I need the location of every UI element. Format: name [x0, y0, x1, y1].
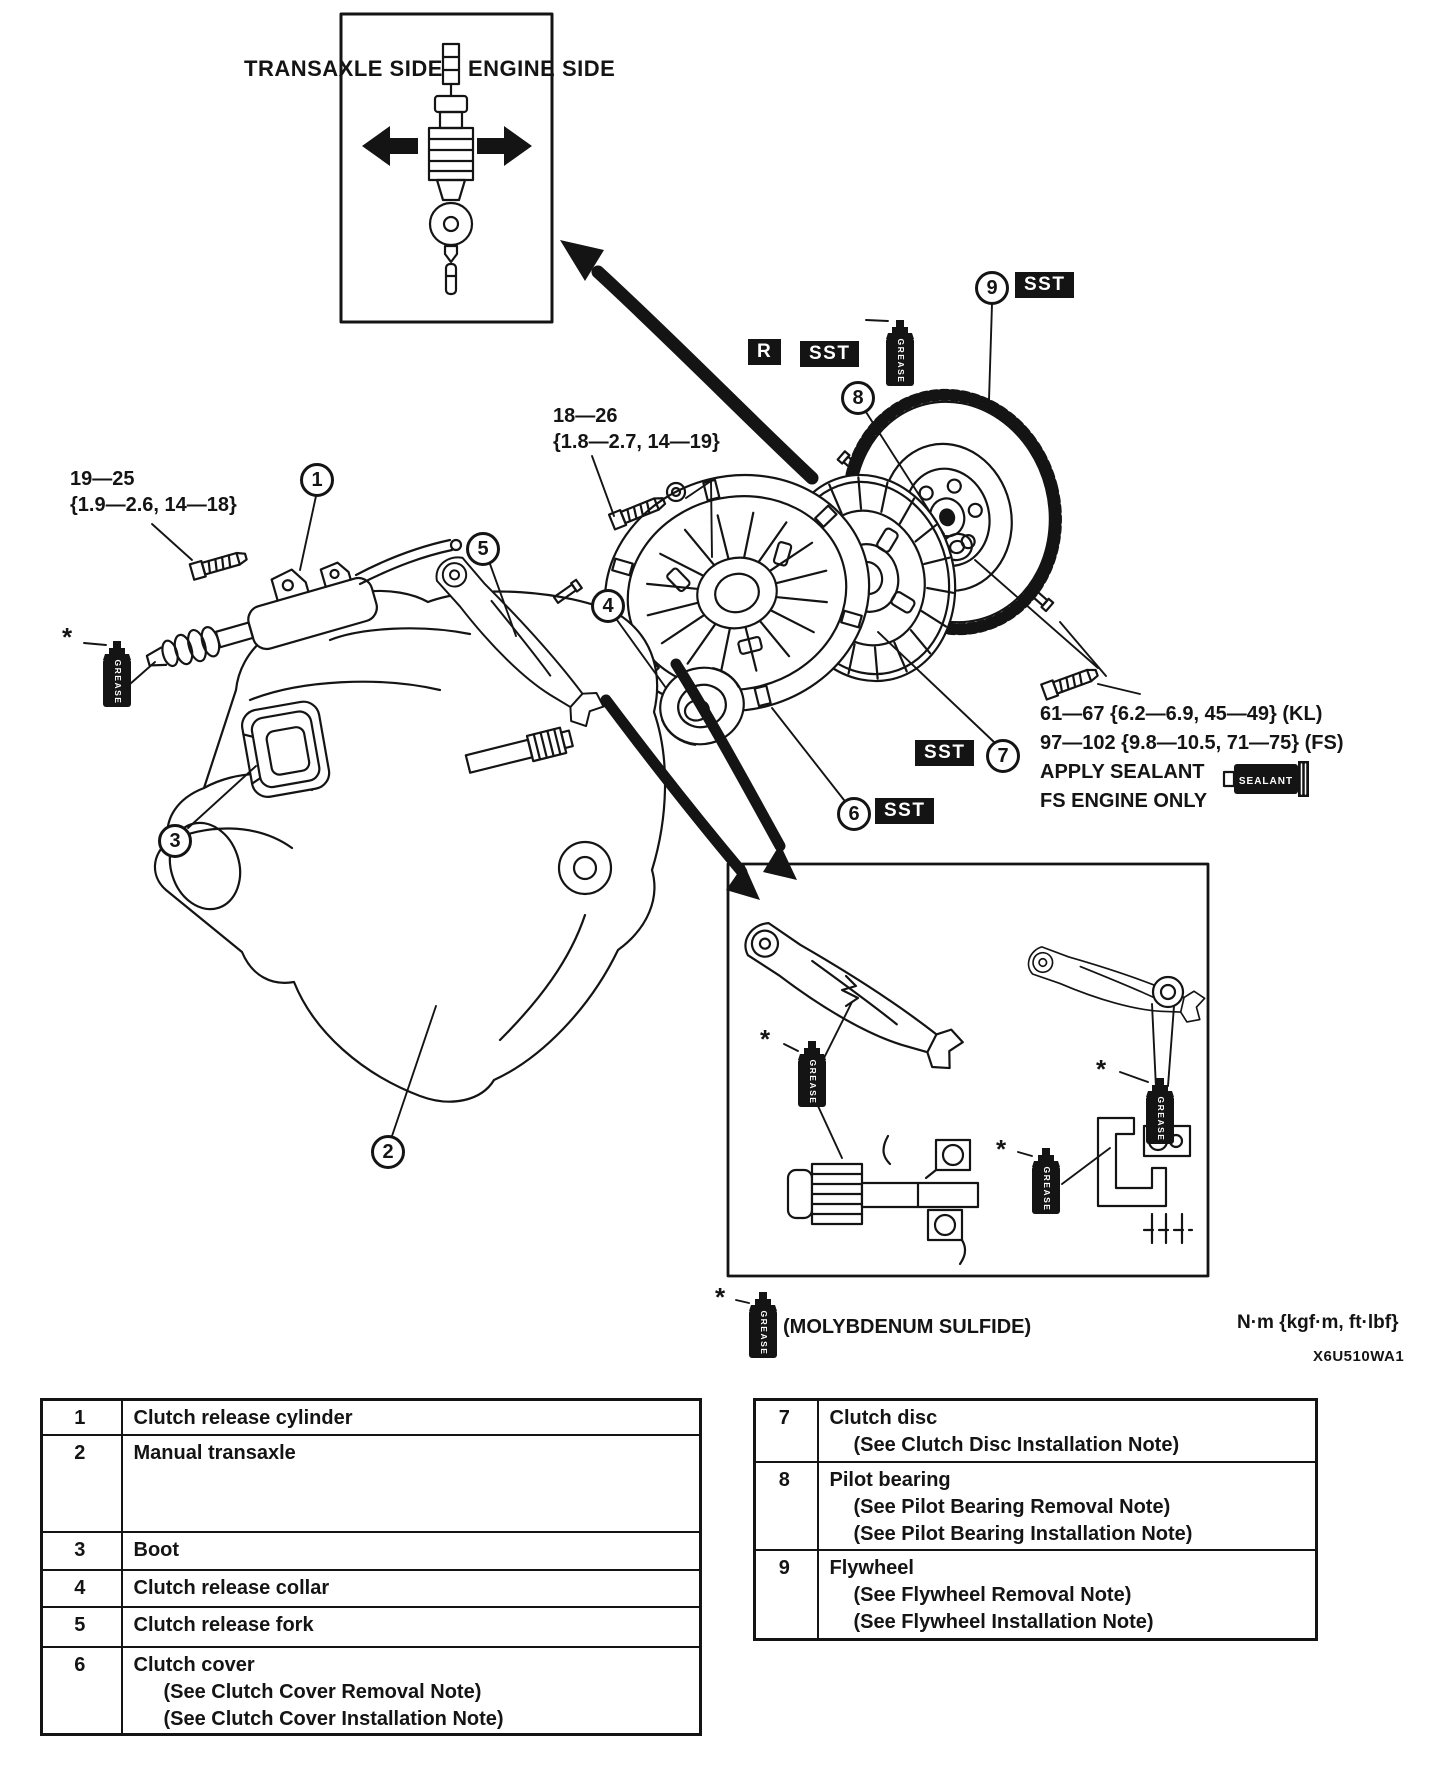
units-label: N·m {kgf·m, ft·lbf}	[1237, 1312, 1399, 1333]
torque-alt-value: {1.8—2.7, 14—19}	[553, 431, 720, 453]
grease-can-label: GREASE	[808, 1059, 818, 1105]
grease-can-label: GREASE	[1156, 1096, 1166, 1142]
legend-num: 6	[42, 1647, 122, 1735]
callout-6: 6	[837, 797, 871, 831]
torque-release-cylinder	[70, 466, 237, 518]
sst-badge: SST	[915, 740, 974, 766]
arrow-engine-side	[477, 126, 532, 166]
callout-1: 1	[300, 463, 334, 497]
legend-num: 1	[42, 1400, 122, 1435]
grease-can-label: GREASE	[1042, 1166, 1052, 1212]
sealant-label: SEALANT	[1238, 776, 1294, 787]
legend-item-label: Clutch disc	[829, 1407, 938, 1429]
grease-asterisk: *	[996, 1134, 1007, 1164]
legend-table-left	[40, 1398, 702, 1736]
flywheel-bolt	[1041, 665, 1099, 699]
engine-side-label: ENGINE SIDE	[468, 56, 616, 81]
legend-num: 8	[755, 1462, 818, 1550]
legend-num: 5	[42, 1607, 122, 1647]
legend-item-note: (See Flywheel Removal Note)	[853, 1583, 1132, 1606]
grease-asterisk: *	[62, 622, 73, 652]
torque-value: 19—25	[70, 468, 135, 490]
grease-can-label: GREASE	[896, 338, 906, 384]
sealant-note-line2: FS ENGINE ONLY	[1040, 790, 1208, 812]
boot-part	[240, 699, 332, 799]
arrow-transaxle-side	[362, 126, 418, 166]
legend-item-label: Boot	[133, 1538, 180, 1561]
torque-value: 18—26	[553, 405, 618, 427]
legend-item-note: (See Flywheel Installation Note)	[853, 1610, 1154, 1633]
callout-7: 7	[986, 739, 1020, 773]
cylinder-bolt	[190, 549, 248, 580]
transaxle-part	[155, 580, 665, 1102]
torque-flywheel-kl: 61—67 {6.2—6.9, 45—49} (KL)	[1040, 703, 1323, 725]
legend-num: 7	[755, 1400, 818, 1462]
sst-badge: SST	[800, 341, 859, 367]
legend-item-label: Manual transaxle	[133, 1441, 296, 1464]
torque-alt-value: {1.9—2.6, 14—18}	[70, 494, 237, 516]
legend-num: 9	[755, 1550, 818, 1640]
legend-item-label: Clutch release cylinder	[133, 1407, 353, 1429]
callout-2: 2	[371, 1135, 405, 1169]
grease-can-label: GREASE	[113, 659, 123, 705]
inset-fork-boss	[1153, 977, 1183, 1007]
grease-asterisk: *	[715, 1282, 726, 1312]
sst-badge: SST	[875, 798, 934, 824]
legend-num: 2	[42, 1435, 122, 1532]
legend-item-note: (See Pilot Bearing Removal Note)	[853, 1495, 1171, 1518]
callout-9: 9	[975, 271, 1009, 305]
legend-num: 4	[42, 1570, 122, 1607]
molybdenum-note: (MOLYBDENUM SULFIDE)	[783, 1316, 1032, 1338]
legend-item-label: Clutch release fork	[133, 1613, 314, 1636]
legend-item-label: Clutch release collar	[133, 1576, 330, 1599]
drawing-code: X6U510WA1	[1313, 1348, 1405, 1365]
callout-5: 5	[466, 532, 500, 566]
legend-item-label: Pilot bearing	[829, 1468, 951, 1491]
grease-can-label: GREASE	[759, 1310, 769, 1356]
inset-input-shaft	[788, 1136, 978, 1264]
legend-item-label: Flywheel	[829, 1556, 914, 1579]
callout-3: 3	[158, 824, 192, 858]
sealant-note-line1: APPLY SEALANT	[1040, 761, 1205, 783]
callout-4: 4	[591, 589, 625, 623]
legend-item-note: (See Clutch Disc Installation Note)	[853, 1434, 1180, 1456]
grease-asterisk: *	[760, 1024, 771, 1054]
legend-item-note: (See Clutch Cover Installation Note)	[163, 1707, 504, 1730]
flywheel-spec-block	[1040, 700, 1344, 816]
callout-8: 8	[841, 381, 875, 415]
legend-item-note: (See Pilot Bearing Installation Note)	[853, 1522, 1193, 1545]
r-badge: R	[748, 339, 781, 365]
torque-cover-bolt	[553, 403, 720, 455]
legend-item-label: Clutch cover	[133, 1653, 255, 1676]
torque-flywheel-fs: 97—102 {9.8—10.5, 71—75} (FS)	[1040, 732, 1344, 754]
legend-item-note: (See Clutch Cover Removal Note)	[163, 1680, 482, 1703]
legend-num: 3	[42, 1532, 122, 1570]
legend-table-right	[753, 1398, 1318, 1641]
sst-badge: SST	[1015, 272, 1074, 298]
grease-asterisk: *	[1096, 1054, 1107, 1084]
inset-bearing-clip	[1098, 1118, 1192, 1243]
transaxle-side-label: TRANSAXLE SIDE	[244, 56, 443, 81]
